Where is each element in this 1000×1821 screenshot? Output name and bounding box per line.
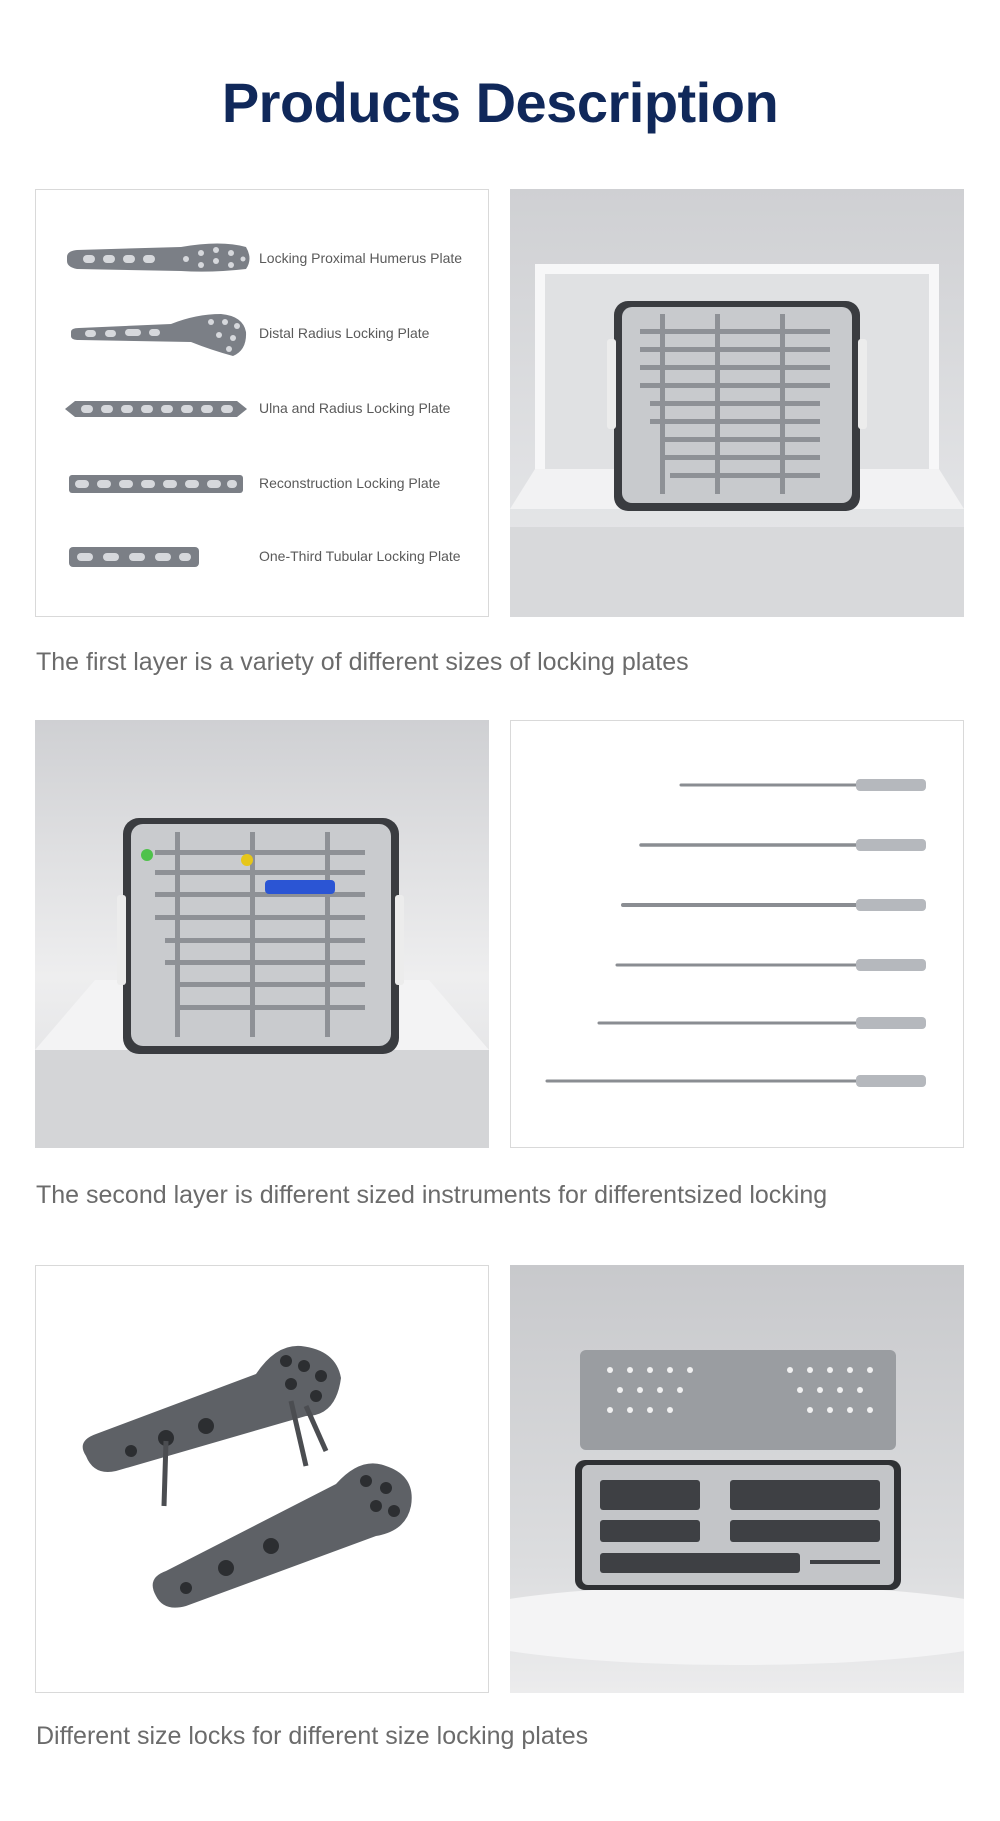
ulna-radius-plate-icon [61,385,251,435]
plate-label: Reconstruction Locking Plate [259,475,441,491]
section-caption: The first layer is a variety of different sizes of locking plates [36,648,689,676]
section-caption: Different size locks for different size locking plates [36,1722,589,1750]
plate-label: Distal Radius Locking Plate [259,325,430,341]
drills-photo [510,720,964,1148]
plate-item [61,310,481,360]
locks-photo [35,1265,489,1693]
drill-bits-image [511,721,963,1147]
plates-list-panel [35,189,489,617]
plate-label: One-Third Tubular Locking Plate [259,548,461,564]
plate-item [61,235,481,285]
instrument-tray-image [35,720,489,1148]
plate-label: Ulna and Radius Locking Plate [259,400,451,416]
plate-item [61,533,481,583]
plate-item [61,385,481,435]
section-caption: The second layer is different sized instruments for differentsized locking [36,1181,828,1209]
screw-box-photo [510,1265,964,1693]
instrument-tray-image [510,189,964,617]
tray-photo-2 [35,720,489,1148]
plate-item [61,460,481,510]
locking-plates-image [36,1266,488,1692]
plate-label: Locking Proximal Humerus Plate [259,250,463,266]
screw-box-image [510,1265,964,1693]
page-title: Products Description [221,71,779,134]
tubular-plate-icon [61,533,251,583]
humerus-plate-icon [61,235,251,285]
reconstruction-plate-icon [61,460,251,510]
tray-photo-1 [510,189,964,617]
distal-radius-plate-icon [61,310,251,360]
